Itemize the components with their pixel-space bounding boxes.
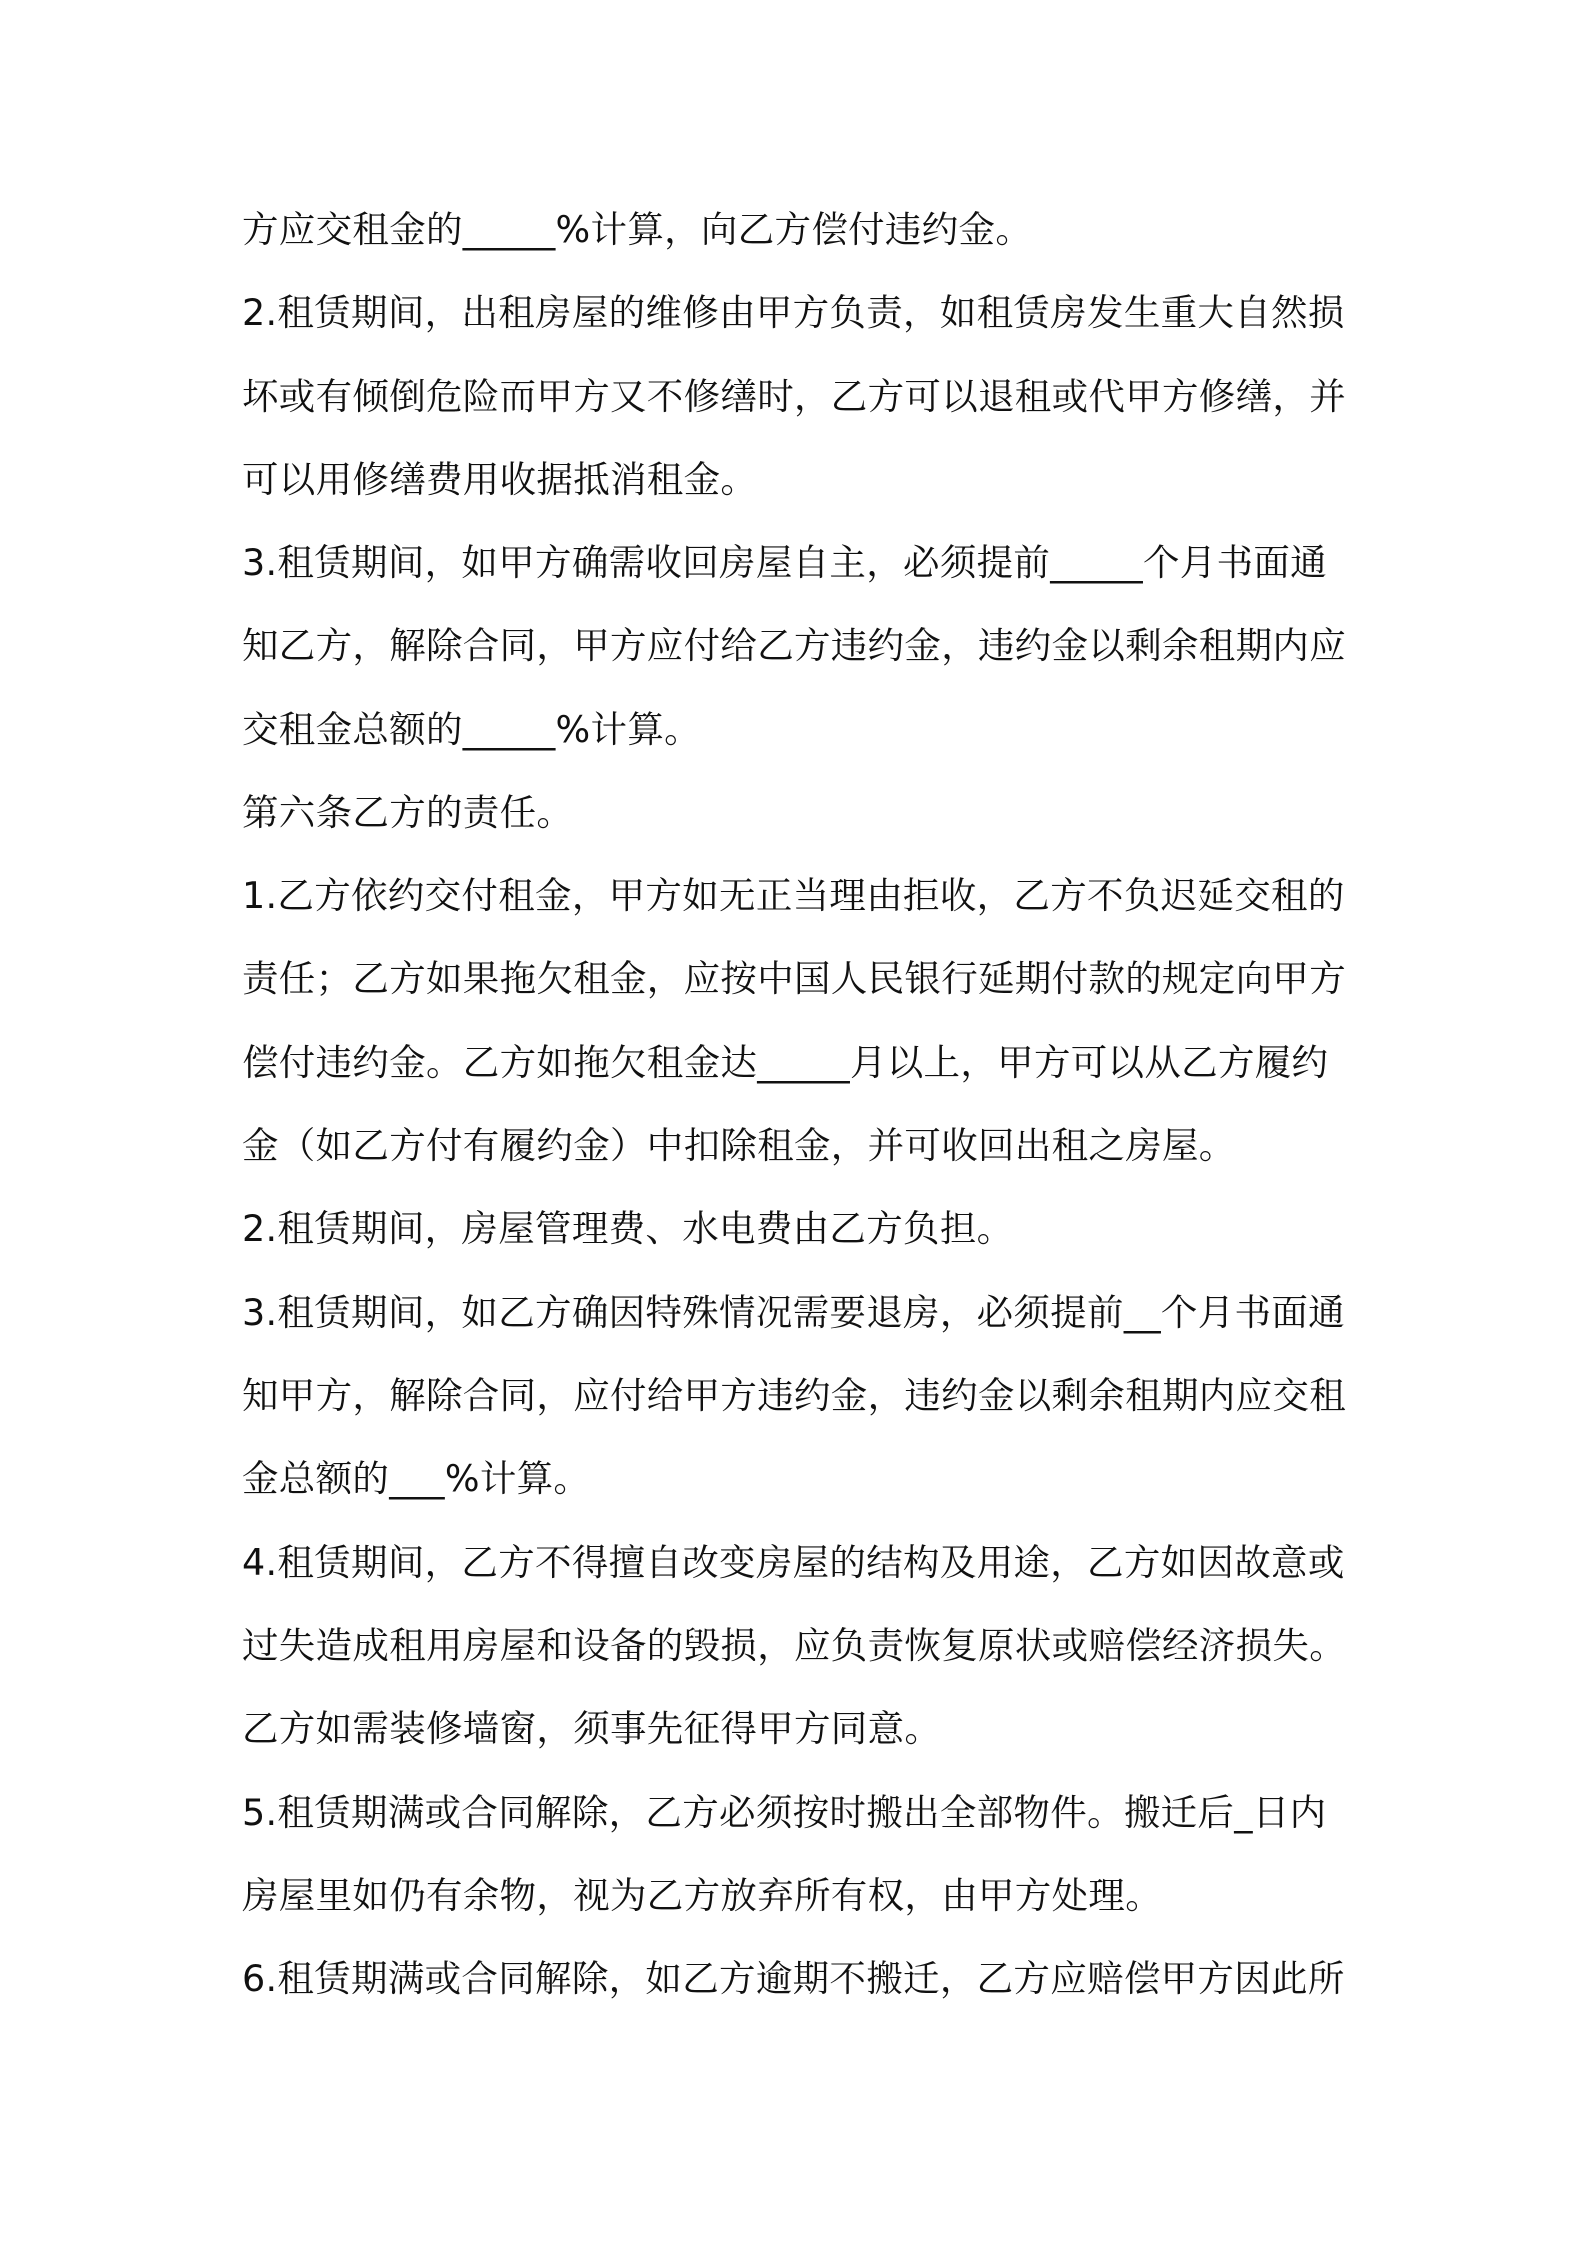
text-line: 过失造成租用房屋和设备的毁损，应负责恢复原状或赔偿经济损失。 [242, 1624, 1346, 1667]
text-line: 3.租赁期间，如乙方确因特殊情况需要退房，必须提前__个月书面通 [242, 1291, 1345, 1334]
text-line: 坏或有倾倒危险而甲方又不修缮时，乙方可以退租或代甲方修缮，并 [242, 375, 1346, 418]
text-line: 方应交租金的_____%计算，向乙方偿付违约金。 [242, 208, 1033, 251]
text-line: 责任；乙方如果拖欠租金，应按中国人民银行延期付款的规定向甲方 [242, 957, 1346, 1000]
text-line: 知乙方，解除合同，甲方应付给乙方违约金，违约金以剩余租期内应 [242, 624, 1346, 667]
text-line: 2.租赁期间，出租房屋的维修由甲方负责，如租赁房发生重大自然损 [242, 291, 1345, 334]
text-line: 3.租赁期间，如甲方确需收回房屋自主，必须提前_____个月书面通 [242, 541, 1327, 584]
text-line: 金总额的___%计算。 [242, 1457, 591, 1500]
text-line: 5.租赁期满或合同解除，乙方必须按时搬出全部物件。搬迁后_日内 [242, 1791, 1327, 1834]
text-line: 交租金总额的_____%计算。 [242, 708, 701, 751]
section-heading: 第六条乙方的责任。 [242, 791, 574, 834]
text-line: 知甲方，解除合同，应付给甲方违约金，违约金以剩余租期内应交租 [242, 1374, 1346, 1417]
text-line: 4.租赁期间，乙方不得擅自改变房屋的结构及用途，乙方如因故意或 [242, 1541, 1345, 1584]
text-line: 2.租赁期间，房屋管理费、水电费由乙方负担。 [242, 1207, 1014, 1250]
text-line: 金（如乙方付有履约金）中扣除租金，并可收回出租之房屋。 [242, 1124, 1236, 1167]
text-line: 可以用修缮费用收据抵消租金。 [242, 458, 758, 501]
text-line: 1.乙方依约交付租金，甲方如无正当理由拒收，乙方不负迟延交租的 [242, 874, 1345, 917]
text-line: 偿付违约金。乙方如拖欠租金达_____月以上，甲方可以从乙方履约 [242, 1041, 1329, 1084]
text-line: 乙方如需装修墙窗，须事先征得甲方同意。 [242, 1707, 942, 1750]
text-line: 房屋里如仍有余物，视为乙方放弃所有权，由甲方处理。 [242, 1874, 1162, 1917]
text-line: 6.租赁期满或合同解除，如乙方逾期不搬迁，乙方应赔偿甲方因此所 [242, 1957, 1345, 2000]
